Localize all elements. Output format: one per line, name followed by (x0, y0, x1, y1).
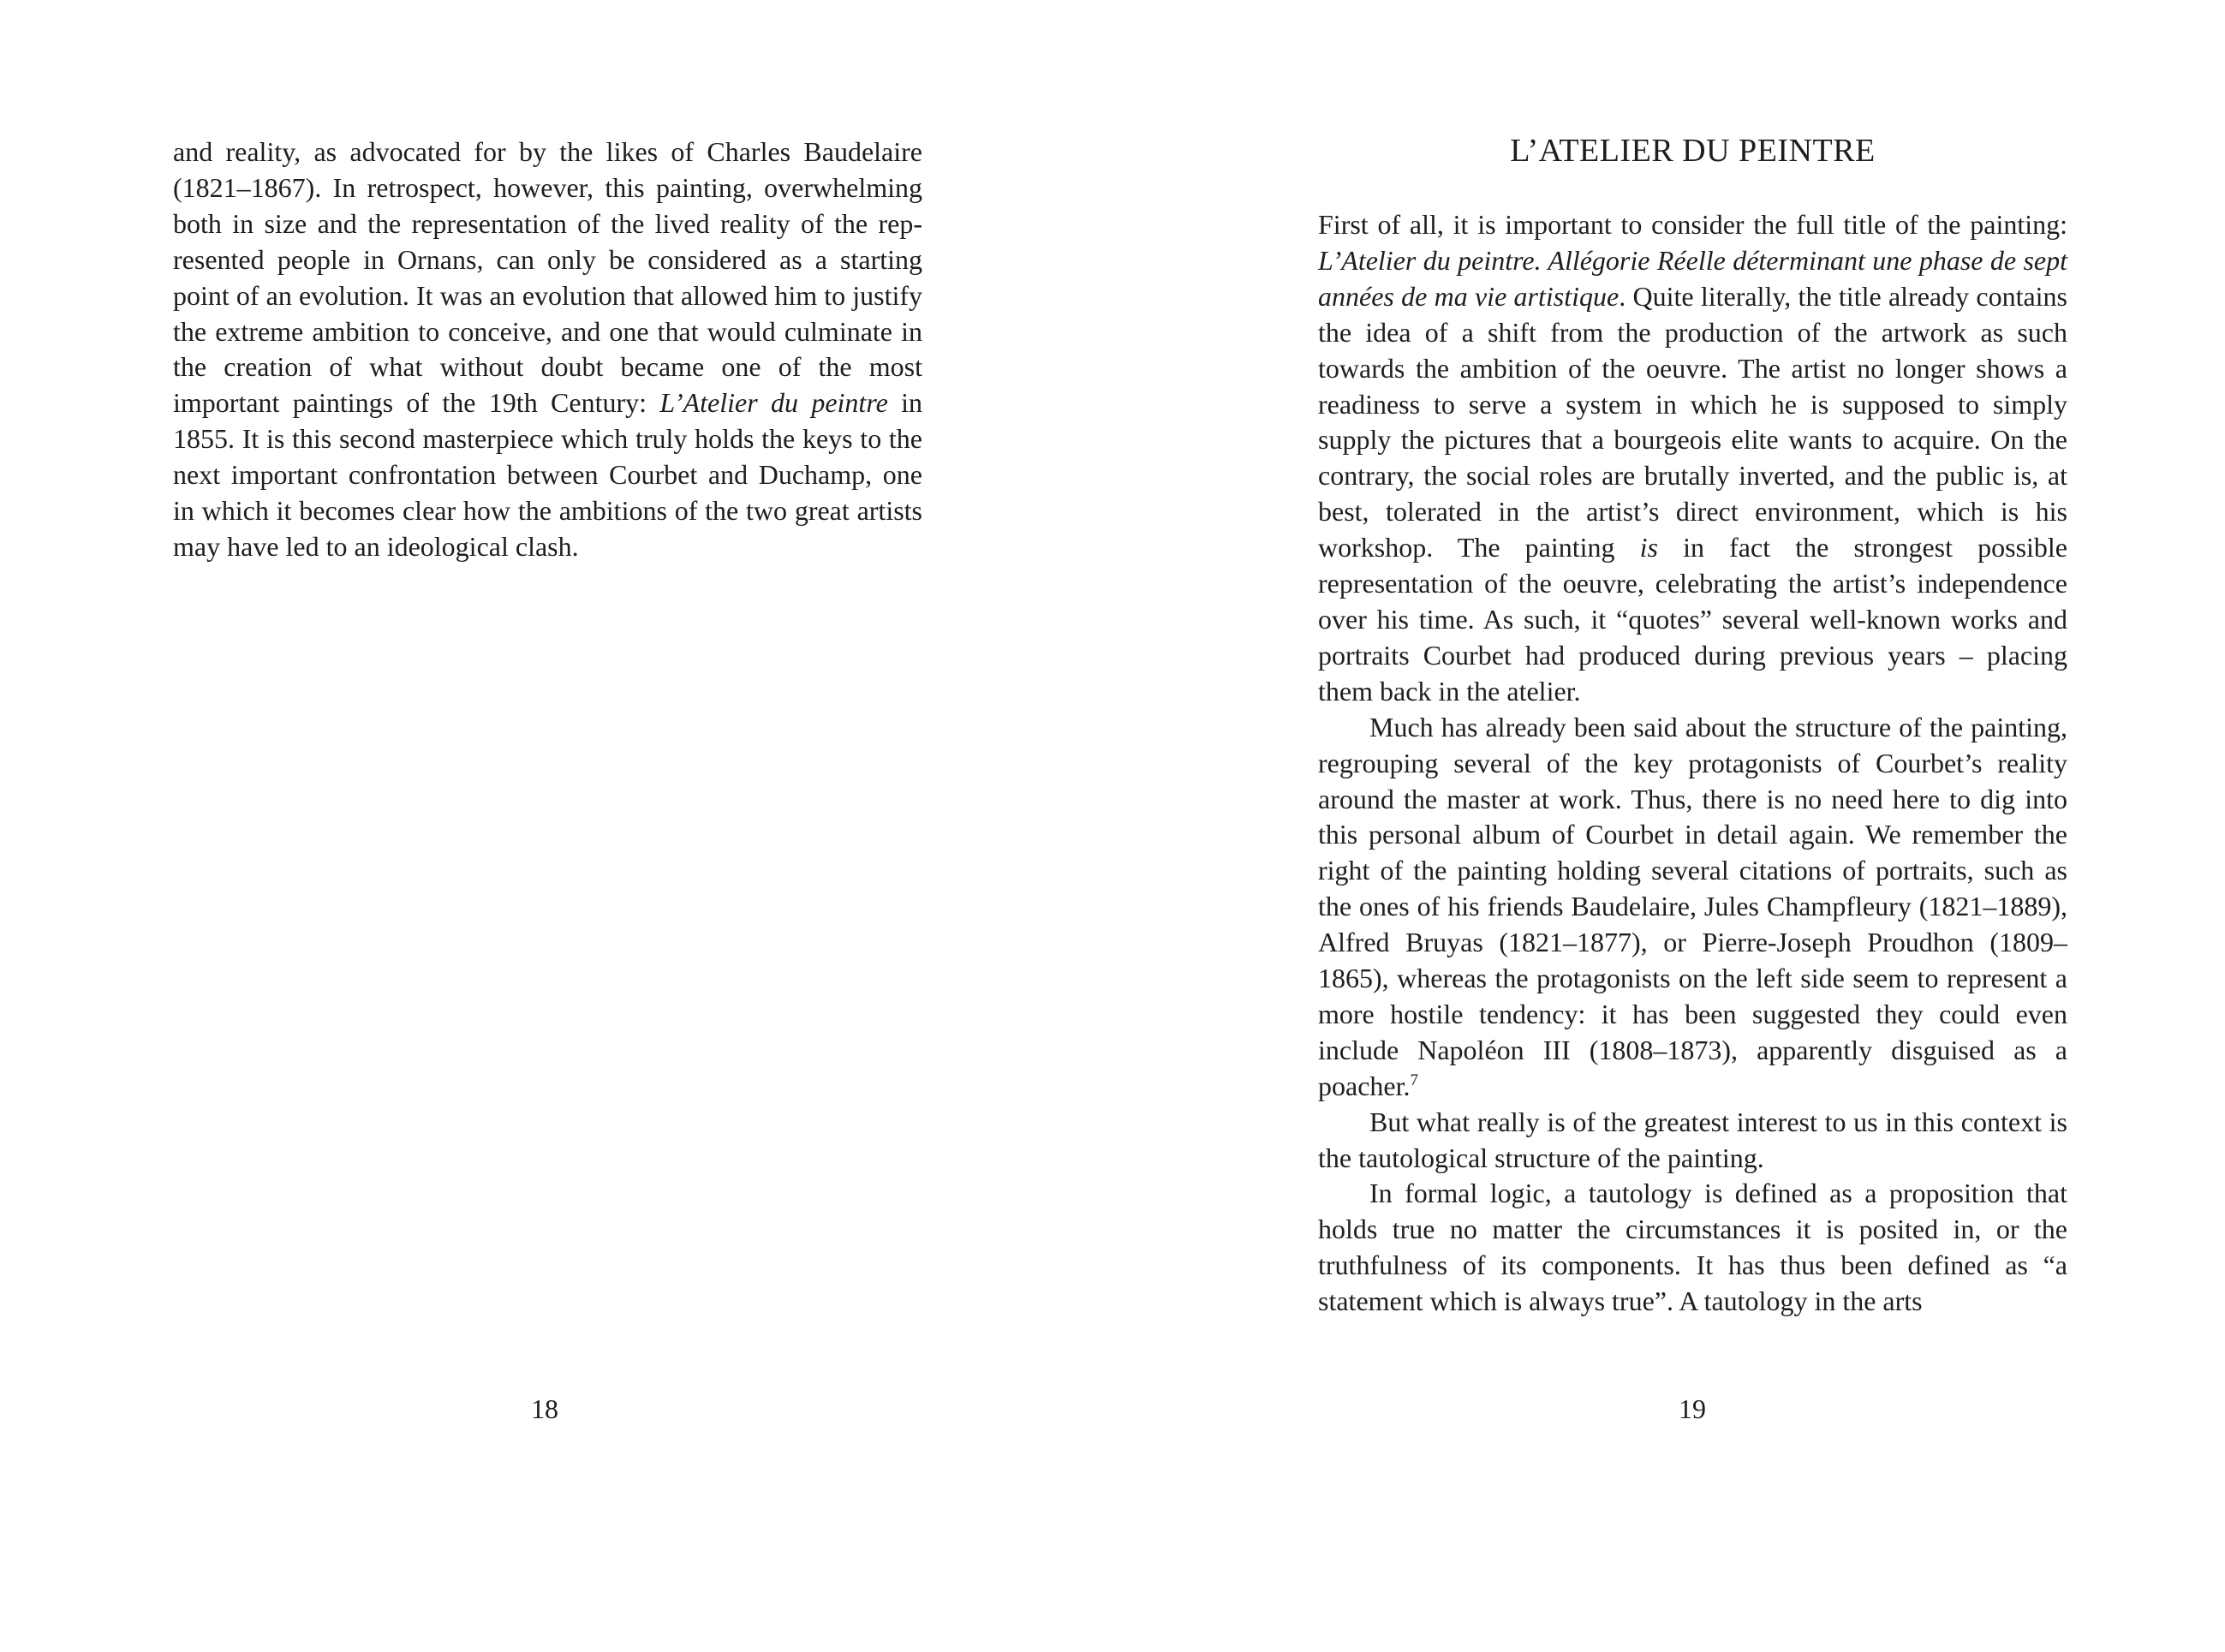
text-run: . Quite literally, the title already contains the idea of a shift from the production of the artwork as such towards the ambition of the oeuvre. The artist no longer shows a readiness to serve a system in which he is supposed to simply supply the pictures that a bourgeois elite wants to acquire. On the contrary, the social roles are brutally inverted, and the public is, at best, tolerated in the artist’s direct environment, which is his workshop. The painting (1318, 280, 2068, 564)
right-page-text (1318, 207, 2067, 1320)
right-page (1112, 0, 2225, 1652)
text-run: in fact the strongest possible representation of the oeuvre, celebrating the artist’s independence over his time. As such, it “quotes” several well-known works and portraits Courbet had produced during previous years – placing them back in the atelier. (1318, 532, 2068, 707)
italic-title: L’Atelier du peintre (659, 387, 888, 419)
page-number: 19 (1679, 1393, 1706, 1424)
italic-title: L’Atelier du peintre. Allégorie Réelle déterminant une phase de sept années de ma vie artistique (1318, 244, 2067, 312)
right-paragraph-1 (1318, 207, 2067, 710)
footnote-marker: 7 (1410, 1071, 1418, 1089)
text-run: In formal logic, a tautology is defined as a proposition that holds true no matter the circumstances it is posited in, or the truthfulness of its components. It has thus been defined as “a statement which is always true”. A tautology in the arts (1318, 1178, 2067, 1317)
left-page-text (173, 134, 922, 565)
running-title: L’ATELIER DU PEINTRE (1510, 133, 1876, 169)
text-run: First of all, it is important to consider the full title of the painting: (1318, 209, 2067, 240)
page-number: 18 (531, 1393, 558, 1424)
text-run: Much has already been said about the structure of the painting, regrouping several of the key protagonists of Courbet’s reality around the master at work. Thus, there is no need here to dig into this personal album of Courbet in detail again. We remember the right of the painting holding several citations of portraits, such as the ones of his friends Baudelaire, Jules Champfleury (1821–1889), Alfred Bruyas (1821–1877), or Pierre-Joseph Proudhon (1809–1865), whereas the protagonists on the left side seem to represent a more hostile tendency: it has been suggested they could even include Napoléon III (1808–1873), apparently disguised as a poacher. (1318, 711, 2067, 1101)
left-page (0, 0, 1112, 1652)
text-run: But what really is of the greatest interest to us in this context is the tautological structure of the painting. (1318, 1106, 2067, 1173)
left-paragraph-1 (173, 134, 922, 565)
text-run: and reality, as advocated for by the likes of Charles Baudelaire (1821–1867). In retrospect, however, this painting, overwhelming both in size and the representation of the lived reality of the represented people in Ornans, can only be considered as a starting point of an evolution. It was an evolution that allowed him to justify the extreme ambition to conceive, and one that would culminate in the creation of what without doubt became one of the most important paintings of the 19th Century: (173, 136, 922, 419)
right-paragraph-4 (1318, 1176, 2067, 1320)
text-run: in 1855. It is this second masterpiece which truly holds the keys to the next important confrontation between Courbet and Duchamp, one in which it becomes clear how the ambitions of the two great artists may have led to an ideological clash. (173, 387, 923, 562)
right-paragraph-2 (1318, 710, 2067, 1105)
right-paragraph-3 (1318, 1105, 2067, 1177)
italic-emphasis: is (1639, 532, 1658, 564)
